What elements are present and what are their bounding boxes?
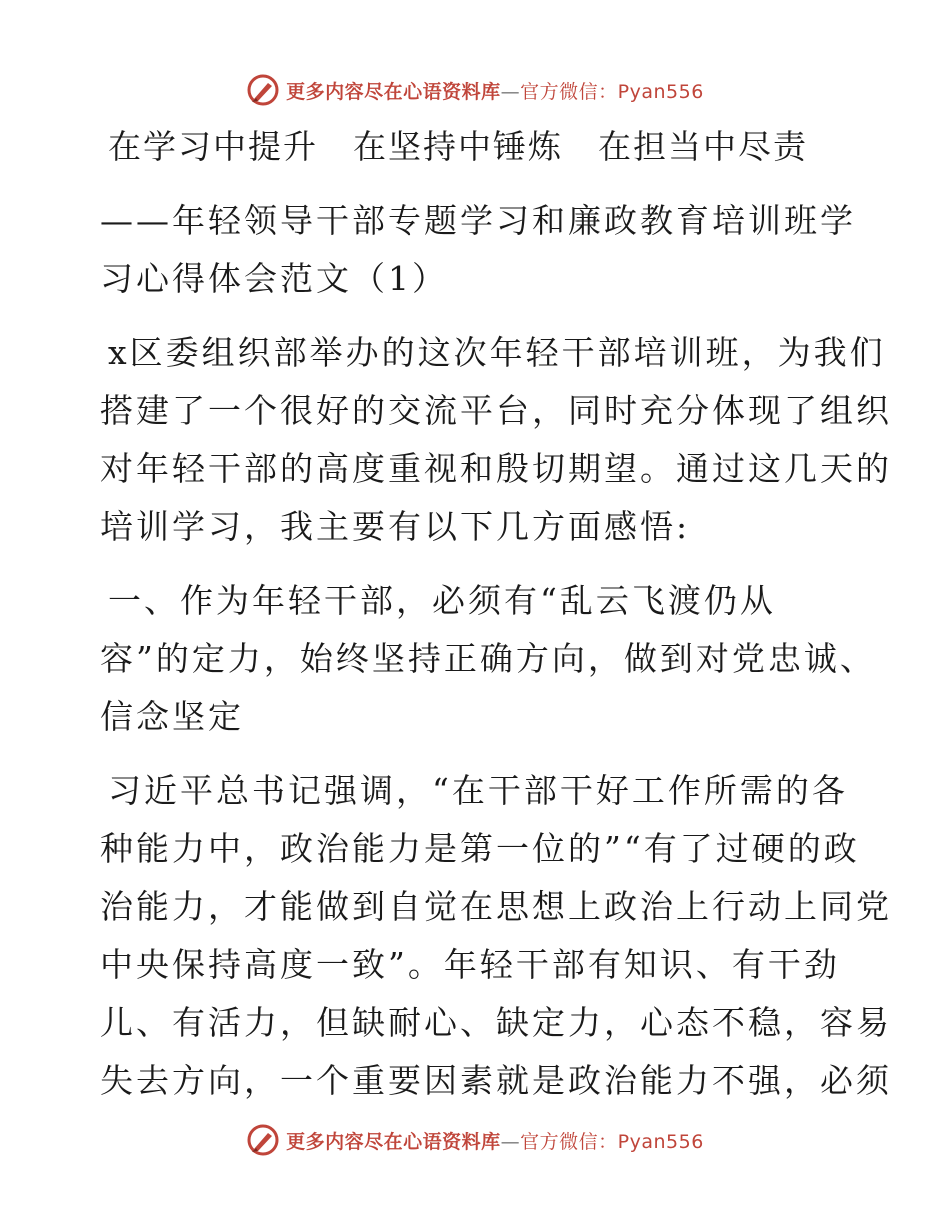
body-line-5: 儿、有活力，但缺耐心、缺定力，心态不稳，容易 [100,1003,892,1042]
watermark-wechat: 官方微信：Pyan556 [520,80,704,103]
intro-line-4: 培训学习，我主要有以下几方面感悟: [100,507,691,546]
intro-line-3: 对年轻干部的高度重视和殷切期望。通过这几天的 [100,449,892,488]
watermark-brand: 更多内容尽在心语资料库 [286,80,501,103]
doc-subtitle-line-2: 习心得体会范文（1） [100,259,448,298]
watermark-wechat: 官方微信：Pyan556 [520,1130,704,1153]
watermark-separator: — [500,80,521,103]
body-line-1: 习近平总书记强调，“在干部干好工作所需的各 [108,771,848,810]
section-heading-line-3: 信念坚定 [100,697,244,736]
body-line-3: 治能力，才能做到自觉在思想上政治上行动上同党 [100,887,892,926]
body-line-6: 失去方向，一个重要因素就是政治能力不强，必须 [100,1061,892,1100]
watermark-banner-top [0,70,950,110]
section-heading-line-2: 容”的定力，始终坚持正确方向，做到对党忠诚、 [100,639,876,678]
pen-logo-icon [246,1123,280,1157]
body-line-2: 种能力中，政治能力是第一位的”“有了过硬的政 [100,829,860,868]
doc-title: 在学习中提升 在坚持中锤炼 在担当中尽责 [108,127,808,166]
section-heading-line-1: 一、作为年轻干部，必须有“乱云飞渡仍从 [108,581,776,620]
intro-line-1: x区委组织部举办的这次年轻干部培训班，为我们 [108,333,886,372]
watermark-brand: 更多内容尽在心语资料库 [286,1130,501,1153]
body-line-4: 中央保持高度一致”。年轻干部有知识、有干劲 [100,945,840,984]
pen-logo-icon [246,73,280,107]
doc-subtitle-line-1: ——年轻领导干部专题学习和廉政教育培训班学 [100,201,856,240]
watermark-separator: — [500,1130,521,1153]
watermark-banner-bottom [0,1120,950,1160]
intro-line-2: 搭建了一个很好的交流平台，同时充分体现了组织 [100,391,892,430]
